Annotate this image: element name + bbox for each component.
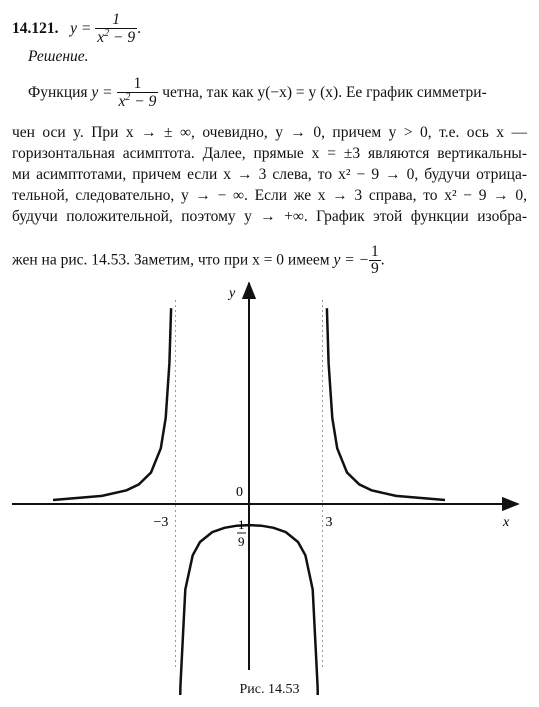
line1-fraction-denominator bbox=[117, 93, 159, 110]
line1-den-rest: − 9 bbox=[130, 93, 157, 111]
y-axis-label: y bbox=[229, 286, 236, 301]
tick-label-y-den: 9 bbox=[238, 534, 245, 549]
line7-fraction bbox=[369, 244, 381, 278]
line7-fraction-denominator: 9 bbox=[371, 260, 379, 278]
paragraph-line-4: ми асимптотами, причем если x → 3 слева, то x² − 9 → 0, будучи отрица- bbox=[12, 166, 527, 183]
x-axis-label: x bbox=[503, 515, 510, 530]
line7-prefix: жен на рис. 14.53. Заметим, что при x = 0 имеем bbox=[12, 251, 330, 269]
paragraph-line-1 bbox=[28, 76, 487, 111]
line1-fraction bbox=[117, 76, 159, 111]
paragraph-line-2: чен оси y. При x → ± ∞, очевидно, y → 0, причем y > 0, т.е. ось x — bbox=[12, 124, 527, 141]
curve-left-branch bbox=[53, 308, 171, 500]
line1-den-base: x bbox=[118, 93, 126, 111]
solution-label: Решение. bbox=[28, 48, 89, 65]
problem-formula-lhs: y = bbox=[70, 19, 92, 37]
line7-formula-tail: . bbox=[380, 251, 385, 269]
line1-fraction-numerator: 1 bbox=[117, 76, 159, 93]
paragraph-line-5: тельной, следовательно, y → − ∞. Если же x → 3 справа, то x² − 9 → 0, bbox=[12, 187, 527, 204]
line7-fraction-numerator: 1 bbox=[371, 243, 379, 260]
den-base: x bbox=[97, 29, 105, 47]
problem-fraction bbox=[95, 12, 137, 47]
line1-prefix: Функция bbox=[28, 83, 88, 101]
tick-label-y-num: 1 bbox=[238, 517, 245, 532]
paragraph-line-3: горизонтальная асимптота. Далее, прямые x = ±3 являются вертикальны- bbox=[12, 145, 527, 162]
line1-suffix: четна, так как y(−x) = y (x). Ее график симметри- bbox=[158, 83, 487, 101]
origin-label: 0 bbox=[236, 485, 243, 500]
paragraph-line-6: будучи положительной, поэтому y → +∞. График этой функции изобра- bbox=[12, 208, 527, 225]
tick-label-x-3: 3 bbox=[325, 515, 333, 530]
tick-label-y-sign: − bbox=[229, 519, 237, 534]
problem-fraction-denominator bbox=[95, 29, 137, 46]
line7-formula-lhs: y = − bbox=[333, 251, 370, 269]
problem-fraction-numerator: 1 bbox=[95, 12, 137, 29]
problem-formula-tail: . bbox=[137, 19, 141, 37]
function-graph bbox=[0, 275, 539, 695]
paragraph-line-7 bbox=[12, 244, 385, 278]
curve-right-branch bbox=[327, 308, 445, 500]
problem-header bbox=[12, 12, 141, 47]
line1-formula-lhs: y = bbox=[91, 83, 113, 101]
line1-den-exp: 2 bbox=[125, 92, 131, 104]
tick-label-x-neg3: −3 bbox=[153, 515, 169, 530]
figure-caption: Рис. 14.53 bbox=[239, 682, 300, 697]
den-exp: 2 bbox=[104, 28, 110, 40]
problem-number: 14.121. bbox=[12, 19, 59, 37]
den-rest: − 9 bbox=[109, 29, 136, 47]
